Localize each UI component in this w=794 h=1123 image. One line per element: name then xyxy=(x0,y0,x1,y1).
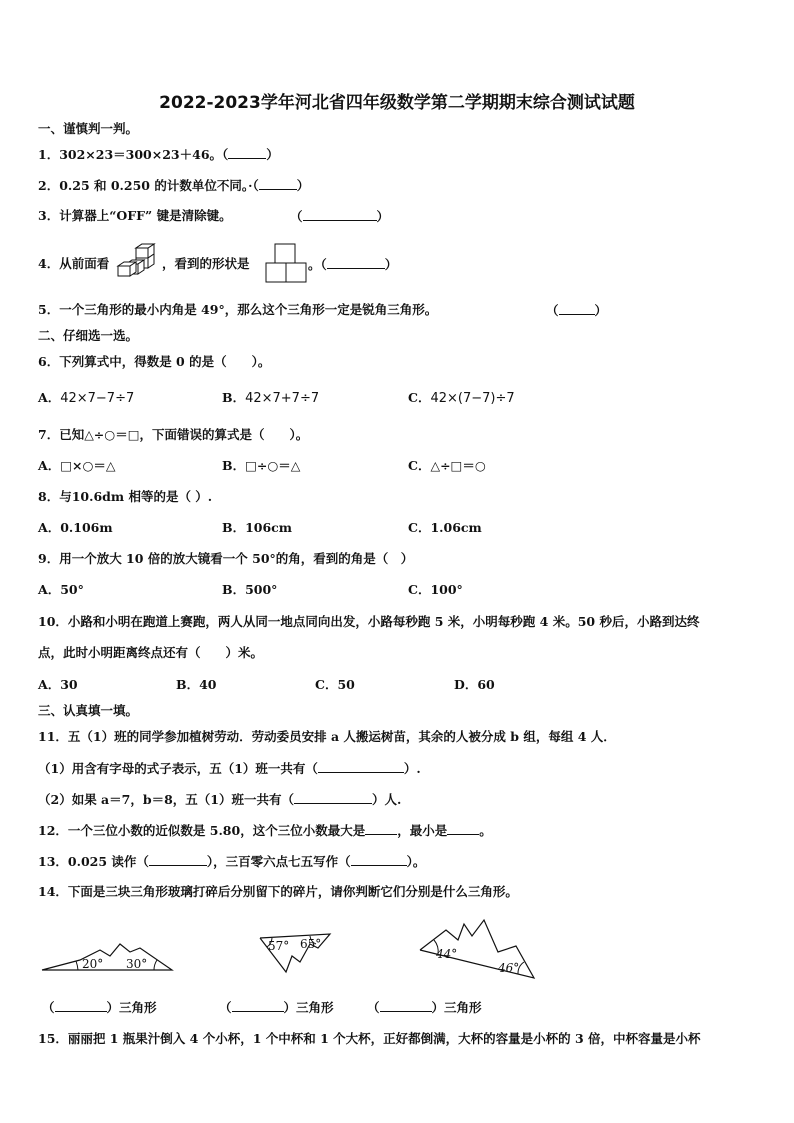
question-5: 5．一个三角形的最小内角是 49°，那么这个三角形一定是锐角三角形。 xyxy=(38,302,438,317)
question-11-part-2 xyxy=(38,791,401,808)
bracket-close: ） xyxy=(376,209,390,224)
question-11: 11．五（1）班的同学参加植树劳动．劳动委员安排 a 人搬运树苗，其余的人被分成 b 组，每组 4 人． xyxy=(38,729,616,744)
question-3-answer xyxy=(290,208,389,225)
answer-blank[interactable] xyxy=(318,760,404,773)
cubes-figure-icon xyxy=(116,242,158,278)
question-4-label: 4．从前面看 xyxy=(38,256,110,271)
question-text: （1）用含有字母的式子表示，五（1）班一共有（ xyxy=(38,761,318,776)
option-10a[interactable]: A．30 xyxy=(38,677,78,692)
question-2 xyxy=(38,177,309,194)
question-3-text: 3．计算器上“OFF” 键是清除键。 xyxy=(38,208,232,223)
page-title: 2022-2023学年河北省四年级数学第二学期期末综合测试试题 xyxy=(159,93,635,113)
answer-suffix: ）三角形 xyxy=(106,1000,157,1015)
bracket-open: （ xyxy=(42,1000,55,1015)
angle-label: 46° xyxy=(498,961,520,975)
front-view-figure-icon xyxy=(265,242,307,284)
option-6a[interactable] xyxy=(38,390,134,407)
bracket-close: ） xyxy=(594,303,608,318)
question-text: 。 xyxy=(479,823,492,838)
option-expression: □×○＝△ xyxy=(60,458,116,473)
triangle-fragment-1-icon xyxy=(40,936,176,974)
option-expression: 42×7−7÷7 xyxy=(60,391,135,406)
question-1 xyxy=(38,146,279,163)
bracket-open: （ xyxy=(219,1000,232,1015)
answer-blank[interactable] xyxy=(365,822,397,835)
option-label: A． xyxy=(38,458,61,473)
question-text: （2）如果 a＝7，b＝8，五（1）班一共有（ xyxy=(38,792,294,807)
option-9c[interactable]: C．100° xyxy=(408,582,463,597)
answer-blank[interactable] xyxy=(447,822,479,835)
option-label: A． xyxy=(38,390,61,405)
option-7b[interactable] xyxy=(222,458,300,474)
question-5-answer xyxy=(546,302,607,319)
answer-suffix: ）三角形 xyxy=(431,1000,482,1015)
option-6b[interactable] xyxy=(222,390,319,407)
triangle-fragment-3-icon xyxy=(418,916,538,984)
angle-label: 20° xyxy=(82,957,104,971)
question-12 xyxy=(38,822,492,839)
question-15: 15．丽丽把 1 瓶果汁倒入 4 个小杯，1 个中杯和 1 个大杯，正好都倒满，大杯的容量是小杯的 3 倍，中杯容量是小杯 xyxy=(38,1031,701,1046)
angle-label: 65° xyxy=(300,937,322,951)
question-7: 7．已知△÷○＝□，下面错误的算式是（ ）。 xyxy=(38,427,309,442)
section-heading-2: 二、仔细选一选。 xyxy=(38,328,139,343)
option-7a[interactable] xyxy=(38,458,116,474)
option-7c[interactable] xyxy=(408,458,486,474)
option-expression: □÷○＝△ xyxy=(245,458,301,473)
bracket-close: ） xyxy=(296,178,310,193)
angle-label: 44° xyxy=(436,947,458,961)
triangle-answer-2 xyxy=(219,999,334,1016)
option-label: B． xyxy=(222,390,246,405)
answer-blank[interactable] xyxy=(149,853,207,866)
option-8c[interactable]: C．1.06cm xyxy=(408,520,482,535)
question-11-part-1 xyxy=(38,760,421,777)
answer-blank[interactable] xyxy=(351,853,407,866)
option-8a[interactable]: A．0.106m xyxy=(38,520,113,535)
question-text: ），三百零六点七五写作（ xyxy=(206,854,351,869)
angle-label: 57° xyxy=(268,939,290,953)
question-4-text: ，看到的形状是 xyxy=(162,256,250,271)
answer-blank[interactable] xyxy=(559,302,595,315)
answer-blank[interactable] xyxy=(303,208,377,221)
option-8b[interactable]: B．106cm xyxy=(222,520,292,535)
triangle-fragment-2-icon xyxy=(258,932,334,978)
answer-blank[interactable] xyxy=(228,146,266,159)
question-9: 9．用一个放大 10 倍的放大镜看一个 50°的角，看到的角是（ ） xyxy=(38,551,414,566)
bracket-close: ）. xyxy=(403,761,421,776)
question-text: ，最小是 xyxy=(397,823,448,838)
bracket-close: ） xyxy=(266,147,279,162)
bracket-close: ） xyxy=(384,257,398,272)
question-4-answer xyxy=(308,256,397,273)
question-13 xyxy=(38,853,425,870)
bracket-open: 。（ xyxy=(308,257,327,272)
option-10b[interactable]: B．40 xyxy=(176,677,217,692)
option-expression: △÷□＝○ xyxy=(430,458,486,473)
answer-blank[interactable] xyxy=(259,177,297,190)
triangle-answer-3 xyxy=(367,999,482,1016)
question-14: 14．下面是三块三角形玻璃打碎后分别留下的碎片，请你判断它们分别是什么三角形。 xyxy=(38,884,518,899)
bracket-close: ）人. xyxy=(371,792,402,807)
angle-label: 30° xyxy=(126,957,148,971)
answer-blank[interactable] xyxy=(232,999,284,1012)
bracket-open: （ xyxy=(290,209,303,224)
question-8: 8．与10.6dm 相等的是（ ）. xyxy=(38,489,213,504)
question-1-text: 1．302×23＝300×23＋46。（ xyxy=(38,147,229,162)
question-2-text: 2．0.25 和 0.250 的计数单位不同。·（ xyxy=(38,178,259,193)
option-9b[interactable]: B．500° xyxy=(222,582,278,597)
option-expression: 42×(7−7)÷7 xyxy=(430,391,515,406)
question-10-line-2: 点，此时小明距离终点还有（ ）米。 xyxy=(38,645,264,660)
bracket-open: （ xyxy=(546,303,559,318)
option-6c[interactable] xyxy=(408,390,515,407)
answer-suffix: ）三角形 xyxy=(283,1000,334,1015)
option-9a[interactable]: A．50° xyxy=(38,582,84,597)
option-label: B． xyxy=(222,458,246,473)
question-text: ）。 xyxy=(406,854,426,869)
section-heading-3: 三、认真填一填。 xyxy=(38,703,139,718)
section-heading-1: 一、谨慎判一判。 xyxy=(38,121,139,136)
question-10-line-1: 10．小路和小明在跑道上赛跑，两人从同一地点同向出发，小路每秒跑 5 米，小明每秒跑 4 米。50 秒后，小路到达终 xyxy=(38,614,700,629)
question-text: 13．0.025 读作（ xyxy=(38,854,149,869)
option-label: C． xyxy=(408,458,431,473)
answer-blank[interactable] xyxy=(380,999,432,1012)
option-expression: 42×7+7÷7 xyxy=(245,391,320,406)
answer-blank[interactable] xyxy=(294,791,372,804)
answer-blank[interactable] xyxy=(327,256,385,269)
bracket-open: （ xyxy=(367,1000,380,1015)
triangle-answer-1 xyxy=(42,999,157,1016)
question-6: 6．下列算式中，得数是 0 的是（ ）。 xyxy=(38,354,271,369)
option-10d[interactable]: D．60 xyxy=(454,677,495,692)
option-10c[interactable]: C．50 xyxy=(315,677,355,692)
question-text: 12．一个三位小数的近似数是 5.80，这个三位小数最大是 xyxy=(38,823,366,838)
option-label: C． xyxy=(408,390,431,405)
answer-blank[interactable] xyxy=(55,999,107,1012)
question-3 xyxy=(38,208,232,224)
